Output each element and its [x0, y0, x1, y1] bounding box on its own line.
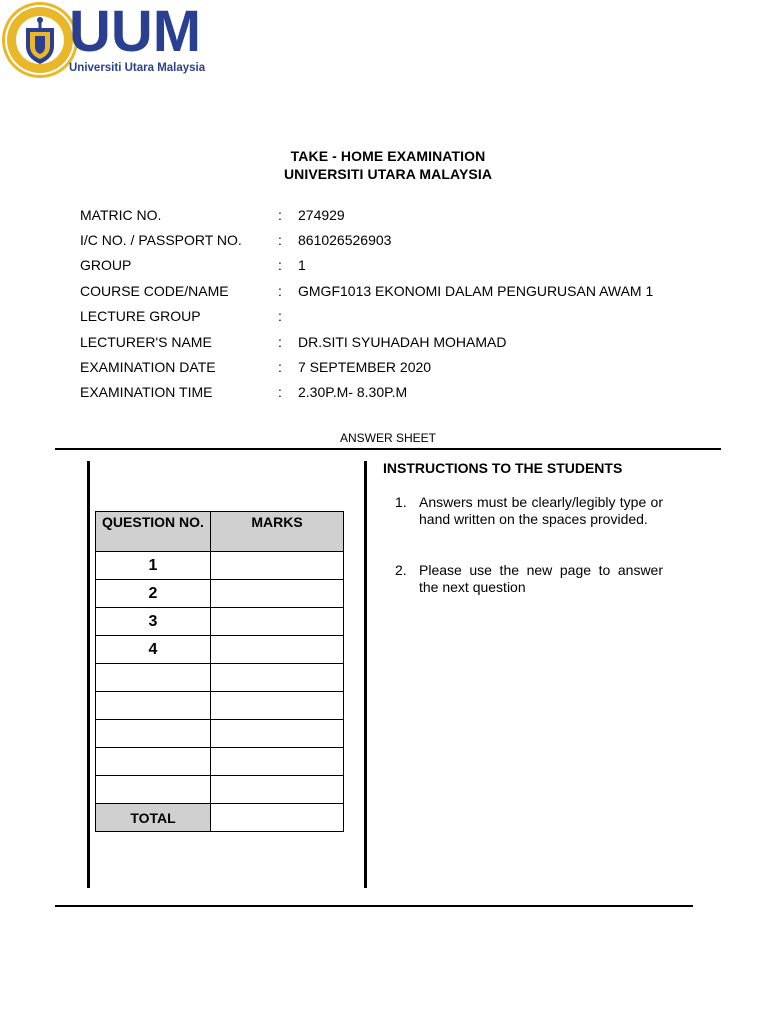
question-number: 4	[96, 636, 211, 664]
logo-subtitle: Universiti Utara Malaysia	[69, 62, 206, 74]
info-label: MATRIC NO.	[80, 207, 162, 223]
instruction-number: 1.	[395, 494, 407, 510]
info-label: COURSE CODE/NAME	[80, 283, 229, 299]
info-row-matric	[80, 207, 740, 229]
info-value: 274929	[298, 207, 345, 223]
info-colon: :	[278, 232, 282, 248]
info-value: 2.30P.M- 8.30P.M	[298, 384, 408, 400]
marks-cell	[211, 776, 344, 804]
logo-wordmark: UUM	[69, 0, 202, 64]
info-label: EXAMINATION TIME	[80, 384, 213, 400]
table-total-row	[96, 804, 344, 832]
info-colon: :	[278, 384, 282, 400]
info-colon: :	[278, 283, 282, 299]
info-row-group	[80, 257, 740, 279]
info-label: LECTURE GROUP	[80, 308, 201, 324]
question-number	[96, 664, 211, 692]
marks-cell	[211, 580, 344, 608]
total-marks-cell	[211, 804, 344, 832]
marks-cell	[211, 552, 344, 580]
question-number	[96, 720, 211, 748]
instruction-number: 2.	[395, 562, 407, 578]
table-header-row	[96, 512, 344, 552]
table-row	[96, 608, 344, 636]
table-row	[96, 692, 344, 720]
top-divider	[55, 448, 721, 450]
exam-title: TAKE - HOME EXAMINATION	[290, 148, 486, 164]
info-colon: :	[278, 359, 282, 375]
table-row	[96, 636, 344, 664]
info-label: LECTURER'S NAME	[80, 334, 212, 350]
question-number	[96, 776, 211, 804]
info-colon: :	[278, 207, 282, 223]
marks-cell	[211, 636, 344, 664]
info-row-date	[80, 359, 740, 381]
table-row	[96, 720, 344, 748]
table-row	[96, 580, 344, 608]
total-label: TOTAL	[96, 804, 211, 832]
info-colon: :	[278, 308, 282, 324]
question-number: 1	[96, 552, 211, 580]
marks-cell	[211, 720, 344, 748]
info-row-course	[80, 283, 740, 305]
info-value: 861026526903	[298, 232, 392, 248]
header-marks: MARKS	[211, 512, 344, 552]
info-row-time	[80, 384, 740, 406]
info-value: 7 SEPTEMBER 2020	[298, 359, 432, 375]
question-number	[96, 692, 211, 720]
table-row	[96, 664, 344, 692]
left-border	[87, 461, 90, 888]
question-number: 2	[96, 580, 211, 608]
marks-cell	[211, 608, 344, 636]
marks-cell	[211, 692, 344, 720]
table-row	[96, 552, 344, 580]
university-logo	[0, 0, 216, 86]
info-value: GMGF1013 EKONOMI DALAM PENGURUSAN AWAM 1	[298, 283, 654, 299]
info-value: DR.SITI SYUHADAH MOHAMAD	[298, 334, 507, 350]
answer-sheet-heading: ANSWER SHEET	[339, 431, 436, 445]
table-row	[96, 748, 344, 776]
marks-cell	[211, 748, 344, 776]
info-row-lecturer	[80, 334, 740, 356]
middle-border	[364, 461, 367, 888]
instructions-title: INSTRUCTIONS TO THE STUDENTS	[383, 460, 623, 476]
bottom-divider	[55, 905, 693, 907]
info-row-lecture-group	[80, 308, 740, 330]
info-row-ic	[80, 232, 740, 254]
instruction-item	[395, 494, 663, 546]
info-colon: :	[278, 257, 282, 273]
marks-cell	[211, 664, 344, 692]
question-number	[96, 748, 211, 776]
header-question: QUESTION NO.	[96, 512, 211, 552]
info-label: I/C NO. / PASSPORT NO.	[80, 232, 242, 248]
info-label: EXAMINATION DATE	[80, 359, 216, 375]
university-seal-icon	[0, 0, 80, 80]
table-row	[96, 776, 344, 804]
marks-table	[95, 511, 344, 832]
info-value: 1	[298, 257, 306, 273]
question-number: 3	[96, 608, 211, 636]
university-title: UNIVERSITI UTARA MALAYSIA	[283, 166, 493, 182]
info-label: GROUP	[80, 257, 132, 273]
info-colon: :	[278, 334, 282, 350]
instruction-text: Please use the new page to answer the next question	[419, 562, 663, 595]
instruction-item	[395, 562, 663, 598]
instruction-text: Answers must be clearly/legibly type or hand written on the spaces provided.	[419, 494, 663, 527]
